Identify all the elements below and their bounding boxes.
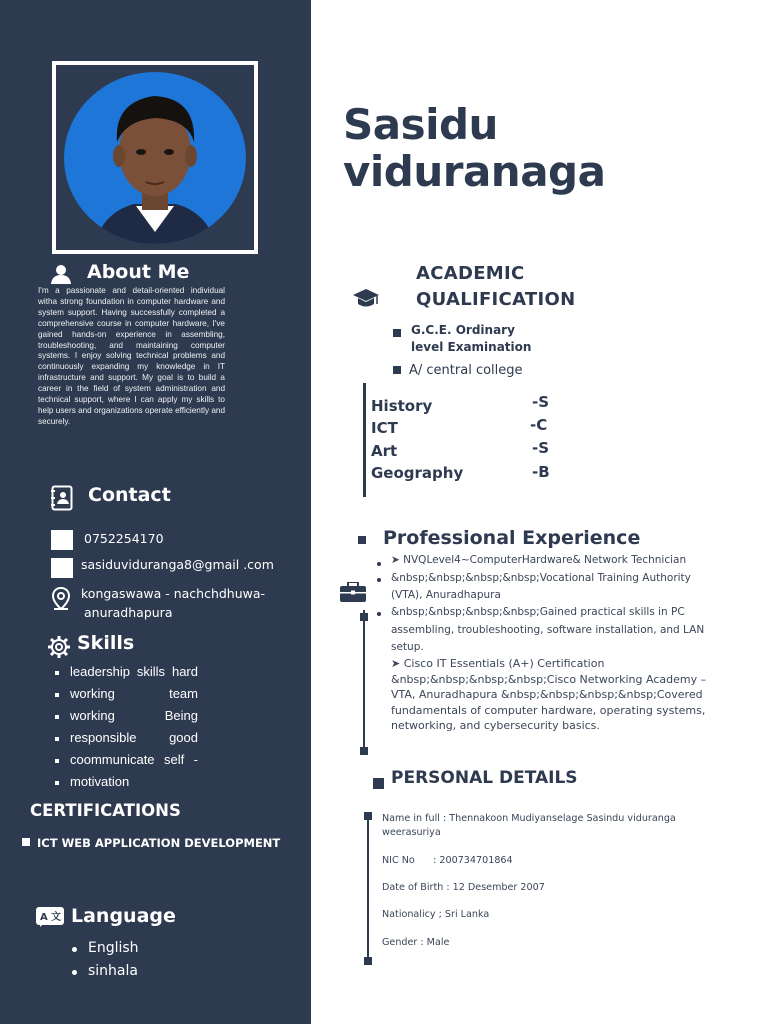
language-list	[70, 940, 139, 986]
address-line-1: kongaswawa - nachchdhuwa-	[81, 586, 266, 601]
timeline-marker	[360, 613, 368, 621]
graduation-cap-icon	[352, 287, 380, 313]
skills-list	[55, 664, 198, 796]
skill-item: responsible good	[55, 730, 198, 752]
bullet-square	[373, 778, 384, 789]
briefcase-icon	[340, 582, 366, 606]
language-heading: Language	[71, 905, 176, 927]
subject-grade: -S	[532, 393, 550, 411]
contact-heading: Contact	[88, 484, 171, 506]
sidebar	[0, 0, 311, 1024]
certification-label: ICT WEB APPLICATION DEVELOPMENT	[37, 836, 281, 850]
academic-title-line-2: QUALIFICATION	[416, 289, 576, 310]
experience-certification-text: ➤ Cisco IT Essentials (A+) Certification &nbsp;&nbsp;&nbsp;&nbsp;Cisco Networking Academy – VTA, Anuradhapura &nbsp;&nbsp;&nbsp;&nbsp;Covered fundamentals of computer hardware, operating systems, networking, and cybersecurity basics.	[391, 657, 707, 733]
experience-line: ➤ NVQLevel4~ComputerHardware& Network Technician	[391, 554, 687, 566]
experience-timeline	[363, 610, 365, 750]
experience-line: &nbsp;&nbsp;&nbsp;&nbsp;Vocational Training Authority	[391, 572, 691, 584]
contact-book-icon	[51, 485, 73, 515]
nationality-detail: Nationalicy ; Sri Lanka	[382, 909, 490, 920]
subjects-divider	[363, 383, 366, 497]
skill-item: coommunicate self -	[55, 752, 198, 774]
full-name-detail: Name in full : Thennakoon Mudiyanselage Sasindu viduranga weerasuriya	[382, 813, 676, 838]
phone-icon	[51, 530, 73, 550]
language-item: sinhala	[70, 963, 139, 986]
exam-line-1: G.C.E. Ordinary	[411, 323, 515, 337]
svg-text:A: A	[40, 912, 48, 923]
subject-grade: -C	[530, 416, 548, 434]
skills-heading: Skills	[77, 632, 135, 654]
about-me-text: I'm a passionate and detail-oriented individual witha strong foundation in computer hardware and system support. Having successfully completed a comprehensive course in computer hardware, I've gained hands-on experience in assembling, troubleshooting, and maintaining computer systems. I enjoy solving technical problems and continuously expanding my knowledge in IT infrastructure and support. My goal is to build a career in the field of system administration and technical support, where I can apply my skills to help users and organizations operate efficiently and securely.	[38, 286, 225, 426]
experience-line: assembling, troubleshooting, software installation, and LAN	[391, 624, 705, 636]
gender-detail: Gender : Male	[382, 937, 450, 948]
academic-title-line-1: ACADEMIC	[416, 263, 525, 284]
email-address[interactable]: sasiduviduranga8@gmail .com	[81, 557, 274, 572]
bullet-dot	[377, 578, 381, 582]
academic-qualification-heading	[416, 261, 575, 313]
bullet-square	[22, 838, 30, 846]
address-line-2: anuradhapura	[84, 605, 173, 620]
bullet-square	[393, 366, 401, 374]
skill-item: working team	[55, 686, 198, 708]
bullet-dot	[377, 562, 381, 566]
certification-item	[22, 836, 280, 850]
subject-name: ICT	[371, 419, 398, 437]
translate-icon	[36, 907, 64, 931]
subject-name: History	[371, 397, 433, 415]
name-line-1: Sasidu	[343, 100, 498, 149]
experience-line: &nbsp;&nbsp;&nbsp;&nbsp;Gained practical skills in PC	[391, 606, 685, 618]
school-name: A/ central college	[409, 363, 523, 378]
professional-experience-heading: Professional Experience	[383, 527, 641, 549]
person-icon	[50, 264, 72, 288]
nic-detail: NIC No : 200734701864	[382, 855, 513, 866]
bullet-square	[393, 329, 401, 337]
phone-number[interactable]: 0752254170	[84, 531, 164, 546]
full-name-heading	[343, 101, 605, 195]
name-line-2: viduranaga	[343, 147, 606, 196]
certifications-heading: CERTIFICATIONS	[30, 801, 181, 820]
skill-item: leadership skills hard	[55, 664, 198, 686]
subject-name: Art	[371, 442, 398, 460]
gear-icon	[48, 636, 70, 662]
profile-photo	[64, 72, 246, 244]
timeline-marker	[364, 812, 372, 820]
personal-details-heading: PERSONAL DETAILS	[391, 768, 578, 788]
experience-line: setup.	[391, 641, 424, 653]
skill-item: working Being	[55, 708, 198, 730]
subject-grade: -S	[532, 439, 550, 457]
bullet-square	[358, 536, 366, 544]
exam-line-2: level Examination	[411, 340, 532, 354]
language-item: English	[70, 940, 139, 963]
experience-line: (VTA), Anuradhapura	[391, 589, 501, 601]
email-icon	[51, 558, 73, 578]
timeline-marker	[364, 957, 372, 965]
subject-name: Geography	[371, 464, 464, 482]
dob-detail: Date of Birth : 12 Desember 2007	[382, 882, 545, 893]
timeline-marker	[360, 747, 368, 755]
profile-photo-frame	[52, 61, 258, 254]
exam-name	[411, 322, 531, 356]
skill-item: motivation	[55, 774, 198, 796]
about-me-heading: About Me	[87, 261, 190, 283]
subject-grade: -B	[532, 463, 550, 481]
bullet-dot	[377, 612, 381, 616]
personal-timeline	[367, 812, 369, 962]
svg-text:文: 文	[51, 912, 61, 923]
location-pin-icon	[51, 587, 71, 615]
